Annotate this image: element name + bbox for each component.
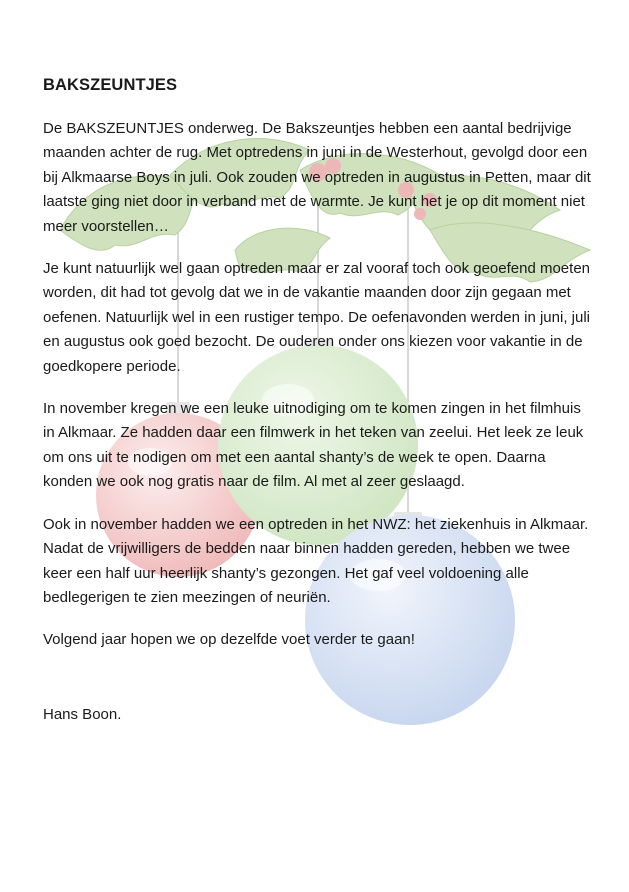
paragraph-5: Volgend jaar hopen we op dezelfde voet verder te gaan! xyxy=(43,631,415,649)
signature: Hans Boon. xyxy=(43,705,122,723)
paragraph-2: Je kunt natuurlijk wel gaan optreden maar er zal vooraf toch ook geoefend moeten worden, dit had tot gevolg dat we in de vakantie maanden door zijn gegaan met oefenen. Natuurlijk wel in een rustiger tempo. De oefenavonden werden in juni, juli en augustus ook goed bezocht. De ouderen onder ons kiezen voor vakantie in de goedkopere periode. xyxy=(43,260,591,375)
paragraph-1: De BAKSZEUNTJES onderweg. De Bakszeuntjes hebben een aantal bedrijvige maanden achter de rug. Met optredens in juni in de Westerhout, gevolgd door een bij Alkmaarse Boys in juli. Ook zouden we optreden in augustus in Petten, maar dit laatste ging niet door in verband met de warmte. Je kunt het je op dit moment niet meer voorstellen… xyxy=(43,120,591,235)
paragraph-3: In november kregen we een leuke uitnodiging om te komen zingen in het filmhuis in Alkmaar. Ze hadden daar een filmwerk in het teken van zeelui. Het leek ze leuk om ons uit te nodigen om met een aantal shanty’s de week te open. Daarna konden we ook nog gratis naar de film. Al met al zeer geslaagd. xyxy=(43,400,584,491)
document-title: BAKSZEUNTJES xyxy=(43,76,178,94)
document-body xyxy=(43,76,593,727)
paragraph-4: Ook in november hadden we een optreden in het NWZ: het ziekenhuis in Alkmaar. Nadat de vrijwilligers de bedden naar binnen hadden gereden, hebben we twee keer een half uur heerlijk shanty’s gezongen. Het gaf veel voldoening alle bedlegerigen te zien meezingen of neuriën. xyxy=(43,515,589,606)
